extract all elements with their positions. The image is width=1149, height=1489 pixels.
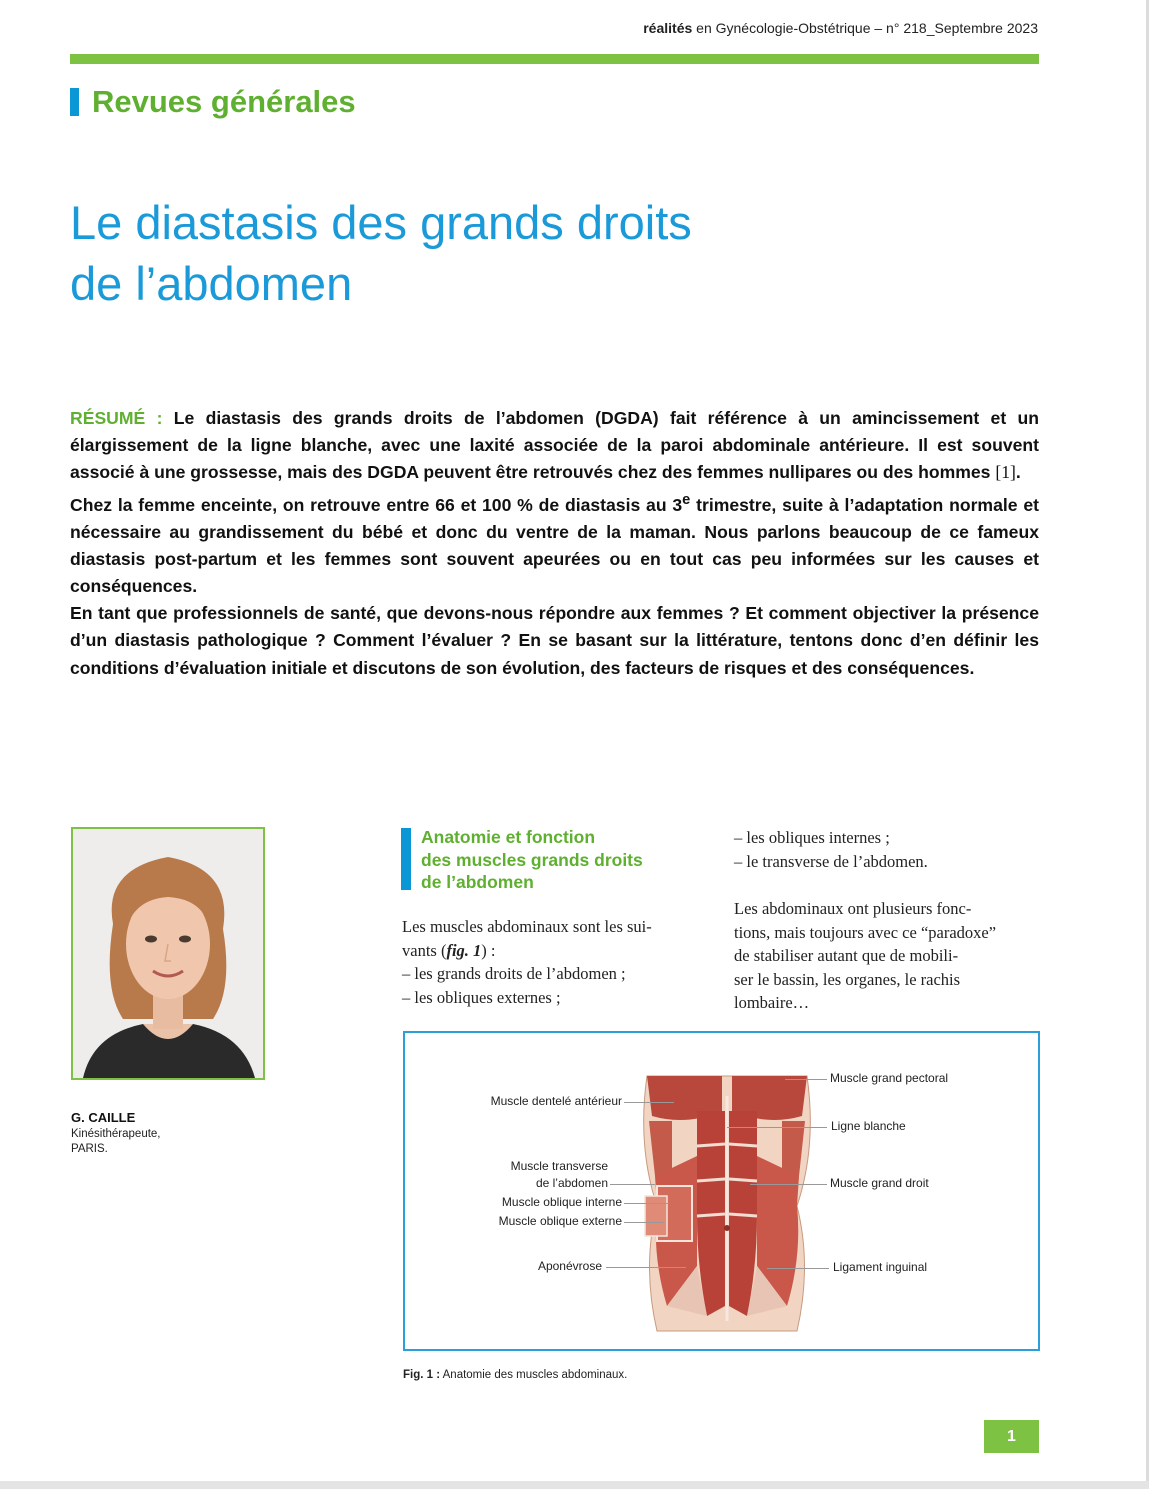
abstract-p2-sup: e <box>682 491 691 508</box>
leader-ligament <box>767 1268 829 1269</box>
section-label: Revues générales <box>92 84 356 119</box>
author-portrait-illustration <box>73 829 263 1078</box>
leader-oblique-externe <box>624 1222 664 1223</box>
abstract-p2-text-b: trimestre, suite à l’adaptation normale et nécessaire au grandissement du bébé et donc du ventre de la maman. Nous parlons beaucoup de ce fameux diastasis post-partum et les femmes sont souvent apeurées ou en tout cas peu informées sur les causes et conséquences. <box>70 494 1039 597</box>
abstract <box>70 405 1039 682</box>
abstract-p1-end: . <box>1015 462 1021 483</box>
functions-line-5: lombaire… <box>734 993 810 1012</box>
intro-line-1: Les muscles abdominaux sont les sui- <box>402 917 652 936</box>
list-item-1: – les grands droits de l’abdomen ; <box>402 964 626 983</box>
label-ligament-inguinal: Ligament inguinal <box>833 1260 928 1274</box>
label-dentele: Muscle dentelé antérieur <box>490 1094 622 1108</box>
subheading <box>401 826 643 894</box>
abstract-reference: [1] <box>995 462 1016 483</box>
functions-line-3: de stabiliser autant que de mobili- <box>734 946 959 965</box>
abstract-paragraph-2 <box>70 487 1039 601</box>
figure-caption <box>403 1369 627 1381</box>
abstract-p2-text-a: Chez la femme enceinte, on retrouve entre 66 et 100 % de diastasis au 3 <box>70 494 683 515</box>
abdominal-muscles-illustration <box>627 1066 827 1336</box>
figure-reference: fig. 1 <box>446 940 482 960</box>
abstract-paragraph-3: En tant que professionnels de santé, que devons-nous répondre aux femmes ? Et comment objectiver la présence d’un diastasis pathologique ? Comment l’évaluer ? En se basant sur la littérature, tentons donc d’en définir les conditions d’évaluation initiale et discutons de son évolution, des facteurs de risques et des conséquences. <box>70 603 1039 678</box>
leader-transverse <box>610 1184 655 1185</box>
label-oblique-interne: Muscle oblique interne <box>501 1195 622 1209</box>
body-column-2 <box>734 826 1040 1015</box>
page-number: 1 <box>984 1420 1039 1453</box>
abstract-lead: RÉSUMÉ : <box>70 408 174 428</box>
running-header <box>643 20 1038 36</box>
label-oblique-externe: Muscle oblique externe <box>498 1214 622 1228</box>
label-aponevrose: Aponévrose <box>537 1259 602 1273</box>
list-item-3: – les obliques internes ; <box>734 828 890 847</box>
intro-end: ) : <box>481 940 496 960</box>
caption-text: Anatomie des muscles abdominaux. <box>440 1369 628 1381</box>
author-name: G. CAILLE <box>71 1110 136 1125</box>
abstract-paragraph-1 <box>70 405 1039 487</box>
label-ligne-blanche: Ligne blanche <box>831 1119 906 1133</box>
functions-line-4: ser le bassin, les organes, le rachis <box>734 969 961 989</box>
header-rule <box>70 54 1039 64</box>
caption-label: Fig. 1 : <box>403 1369 441 1381</box>
intro-text: vants ( <box>402 940 447 960</box>
article-title <box>70 192 970 314</box>
subheading-marker <box>401 828 411 890</box>
author-city: PARIS. <box>71 1143 108 1155</box>
leader-oblique-interne <box>624 1203 669 1204</box>
leader-aponevrose <box>606 1267 686 1268</box>
body-column-1 <box>402 915 712 1009</box>
label-pectoral: Muscle grand pectoral <box>830 1071 949 1085</box>
functions-line-2: tions, mais toujours avec ce “paradoxe” <box>734 922 997 942</box>
journal-name: réalités <box>643 20 693 36</box>
section-marker <box>70 88 79 116</box>
title-line-1: Le diastasis des grands droits <box>70 196 692 249</box>
subheading-line-3: de l’abdomen <box>421 872 534 892</box>
label-grand-droit: Muscle grand droit <box>830 1176 929 1190</box>
journal-issue: en Gynécologie-Obstétrique – n° 218_Septembre 2023 <box>692 20 1038 36</box>
subheading-text <box>421 826 643 894</box>
anatomy-figure <box>403 1031 1040 1351</box>
author-role: Kinésithérapeute, <box>71 1128 161 1140</box>
label-transverse-1: Muscle transverse <box>510 1159 608 1173</box>
list-item-2: – les obliques externes ; <box>402 987 561 1007</box>
section-heading <box>70 86 356 117</box>
label-transverse-2: de l’abdomen <box>535 1176 608 1190</box>
title-line-2: de l’abdomen <box>70 257 353 310</box>
leader-ligne-blanche <box>727 1127 827 1128</box>
subheading-line-1: Anatomie et fonction <box>421 827 596 847</box>
author-photo <box>71 827 265 1080</box>
bottom-edge <box>0 1481 1149 1489</box>
functions-line-1: Les abdominaux ont plusieurs fonc- <box>734 899 972 918</box>
leader-pectoral <box>785 1079 827 1080</box>
leader-dentele <box>624 1102 674 1103</box>
list-item-4: – le transverse de l’abdomen. <box>734 851 928 871</box>
intro-line-2 <box>402 939 712 963</box>
leader-grand-droit <box>750 1184 827 1185</box>
abstract-p1-text: Le diastasis des grands droits de l’abdomen (DGDA) fait référence à un amincissement et un élargissement de la ligne blanche, avec une laxité associée de la paroi abdominale antérieure. Il est souvent associé à une grossesse, mais des DGDA peuvent être retrouvés chez des femmes nullipares ou des hommes <box>70 408 1039 483</box>
subheading-line-2: des muscles grands droits <box>421 849 643 870</box>
